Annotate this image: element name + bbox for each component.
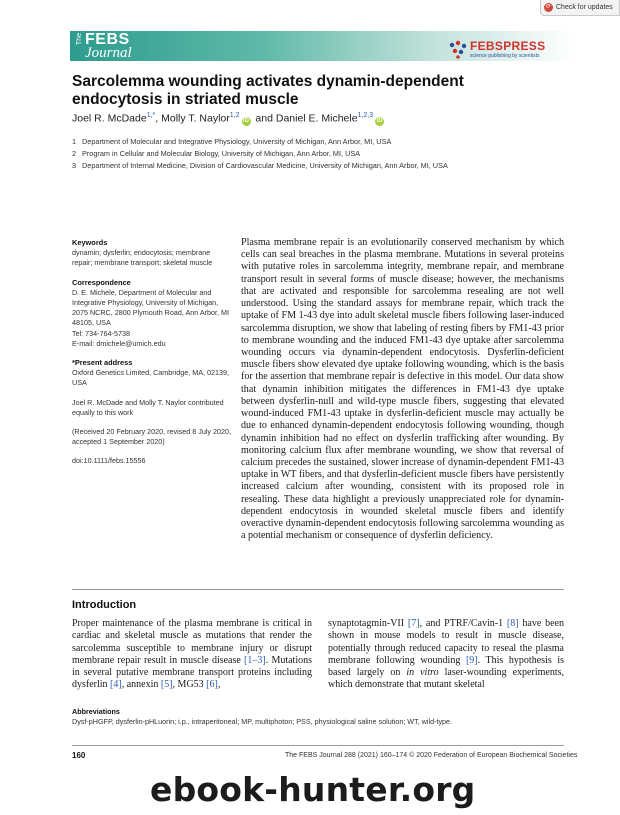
- body-text: . This hypothesis is based largely on: [328, 654, 564, 679]
- affiliation-text: Department of Molecular and Integrative Physiology, University of Michigan, Ann Arbor, MI, USA: [82, 137, 392, 146]
- body-text: Proper maintenance of the plasma membrane is critical in cardiac and skeletal muscle as mutations that render the sarcolemma susceptible to membrane injury or disrupt membrane repair result in muscle disease: [72, 618, 312, 666]
- author-list: [72, 112, 386, 126]
- correspondence-heading: Correspondence: [72, 277, 131, 287]
- author-name: Joel R. McDade: [72, 112, 147, 125]
- body-text: , and PTRF/Cavin-1: [419, 618, 507, 629]
- running-footer: The FEBS Journal 288 (2021) 160–174 © 2020 Federation of European Biochemical Societies: [285, 752, 578, 759]
- present-address-block: [72, 358, 232, 389]
- affiliation-text: Program in Cellular and Molecular Biology, University of Michigan, Ann Arbor, MI, USA: [82, 149, 361, 158]
- affiliation-item: [72, 160, 448, 172]
- author-name: Daniel E. Michele: [275, 112, 358, 125]
- abbreviations-heading: Abbreviations: [72, 707, 120, 716]
- affiliation-number: 1: [72, 137, 77, 146]
- reference-link[interactable]: [1–3]: [244, 654, 266, 666]
- keywords-block: [72, 238, 232, 269]
- body-text: , annexin: [121, 679, 161, 691]
- body-text: laser-wounding experiments, which demonstrate that mutant skeletal: [328, 667, 564, 691]
- body-text: have been shown in mouse models to result in muscle disease, potentially through reduced capacity to reseal the plasma membrane following wounding: [328, 618, 564, 666]
- abbreviations-text: Dysf-pHGFP, dysferlin-pHLuorin; i.p., intraperitoneal; MP, multiphoton; PSS, physiological saline solution; WT, wild-type.: [72, 717, 453, 726]
- author-separator: ,: [155, 112, 162, 125]
- author-separator: and: [252, 112, 276, 125]
- article-info-sidebar: [72, 238, 232, 476]
- abbreviations-block: [72, 707, 564, 727]
- introduction-heading: Introduction: [72, 599, 137, 611]
- reference-link[interactable]: [6]: [206, 679, 218, 691]
- author-affiliation-marker: 1,2,3: [357, 112, 374, 119]
- introduction-column-left: [72, 618, 312, 692]
- reference-link[interactable]: [4]: [110, 679, 122, 691]
- abstract-text: Plasma membrane repair is an evolutionarily conserved mechanism by which cells can seal breaches in the plasma membrane. Mutations in several proteins with putative roles in sarcolemma integrity, membrane repair, and membrane transport result in several forms of muscle disease; however, the mechanisms that are activated and responsible for sarcolemma resealing are not well understood. Using the standard assays for membrane repair, which track the uptake of FM 1-43 dye into adult skeletal muscle fibers following laser-induced sarcolemma disruption, we show that labeling of resting fibers by FM1-43 prior to membrane wounding and the induced FM1-43 dye uptake after sarcolemma wounding occurs via dynamin-dependent endocytosis. Dysferlin-deficient muscle fibers show elevated dye uptake following wounding, which is the basis for the assertion that membrane repair is defective in this model. Our data show that dynamin inhibition mitigates the differences in FM1-43 dye uptake between dysferlin-null and wild-type muscle fibers, suggesting that elevated wound-induced FM1-43 uptake in dysferlin-deficient muscle may actually be due to enhanced dynamin-dependent endocytosis following wounding, though dynamin inhibition had no effect on dysferlin trafficking after wounding. By monitoring calcium flux after membrane wounding, we show that reversal of calcium precedes the sustained, slower increase of dynamin-dependent FM1-43 uptake in WT fibers, and that dysferlin-deficient muscle fibers have persistently increased calcium after wounding, consistent with its proposed role in resealing. These data highlight a previously unappreciated role for dynamin-dependent endocytosis in wounded skeletal muscle fibers and identify overactive dynamin-dependent endocytosis following sarcolemma wounding as a potential mechanism or consequence of dysferlin deficiency.: [241, 237, 564, 542]
- affiliation-item: [72, 148, 448, 160]
- affiliation-number: 2: [72, 149, 77, 158]
- body-text: ,: [217, 679, 221, 691]
- watermark-text: ebook-hunter.org: [150, 770, 476, 809]
- doi-link[interactable]: doi:10.1111/febs.15556: [72, 456, 146, 466]
- correspondence-email[interactable]: E-mail: dmichele@umich.edu: [72, 338, 166, 348]
- present-address-heading: *Present address: [72, 358, 133, 368]
- section-divider: [72, 589, 564, 590]
- keywords-heading: Keywords: [72, 238, 108, 247]
- article-title: Sarcolemma wounding activates dynamin-dependent endocytosis in striated muscle: [72, 73, 464, 108]
- italic-text: in vitro: [406, 667, 439, 679]
- body-text: synaptotagmin-VII: [328, 618, 408, 629]
- introduction-column-right: [328, 618, 564, 692]
- febs-press-dots-icon: [448, 39, 468, 59]
- body-text: , MG53: [172, 679, 207, 691]
- check-for-updates-label: Check for updates: [556, 4, 613, 11]
- logo-febs: FEBS: [85, 31, 130, 48]
- keywords-text: dynamin; dysferlin; endocytosis; membrane repair; membrane transport; skeletal muscle: [72, 248, 213, 268]
- reference-link[interactable]: [7]: [407, 618, 420, 629]
- affiliation-item: [72, 136, 448, 148]
- orcid-icon[interactable]: iD: [243, 117, 249, 124]
- reference-link[interactable]: [9]: [465, 654, 478, 666]
- affiliation-list: [72, 136, 448, 172]
- affiliation-text: Department of Internal Medicine, Division of Cardiovascular Medicine, University of Michigan, Ann Arbor, MI, USA: [82, 161, 448, 170]
- check-for-updates-button[interactable]: [540, 0, 620, 16]
- reference-link[interactable]: [5]: [160, 679, 173, 691]
- body-text: . Mutations in several putative membrane transport proteins including dysferlin: [72, 654, 312, 691]
- received-dates: (Received 20 February 2020, revised 8 July 2020, accepted 1 September 2020): [72, 427, 232, 447]
- orcid-icon[interactable]: iD: [376, 117, 383, 124]
- press-tagline: science publishing by scientists: [470, 53, 540, 59]
- author-affiliation-marker: 1,2: [229, 112, 240, 119]
- contribution-note: Joel R. McDade and Molly T. Naylor contributed equally to this work: [72, 397, 224, 417]
- correspondence-address: D. E. Michele, Department of Molecular and Integrative Physiology, University of Michigan, 2075 NCRC, 2800 Plymouth Road, Ann Arbor, MI 48105, USA: [72, 287, 230, 328]
- logo-the: The: [76, 33, 83, 46]
- author-affiliation-marker: 1,*: [146, 112, 156, 119]
- febs-press-logo: [448, 38, 558, 60]
- correspondence-block: [72, 278, 232, 349]
- affiliation-number: 3: [72, 161, 77, 170]
- author-name: Molly T. Naylor: [161, 112, 230, 125]
- logo-journal: Journal: [85, 45, 132, 61]
- reference-link[interactable]: [8]: [506, 618, 519, 629]
- update-icon: ⟳: [545, 4, 552, 10]
- footer-divider: [72, 745, 564, 746]
- present-address-text: Oxford Genetics Limited, Cambridge, MA, 02139, USA: [72, 368, 229, 388]
- correspondence-tel: Tel: 734-764-5738: [72, 328, 130, 338]
- press-name: FEBSPRESS: [470, 39, 546, 53]
- page-number: 160: [72, 751, 86, 760]
